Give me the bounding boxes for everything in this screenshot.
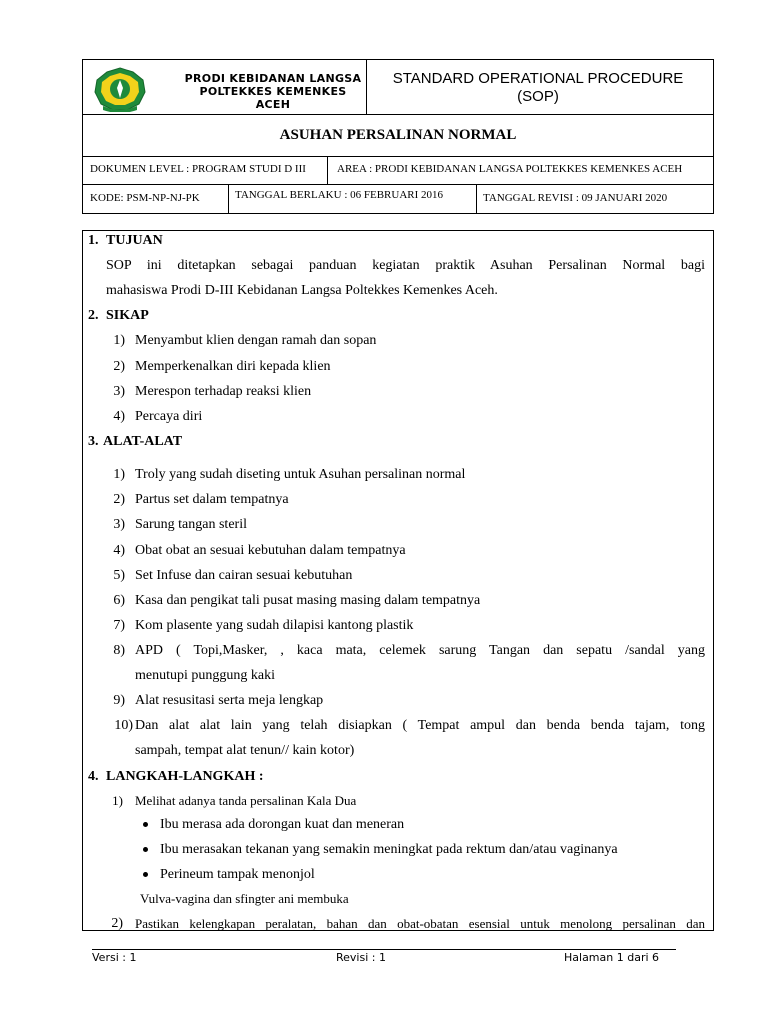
tujuan-text-line-1: SOP ini ditetapkan sebagai panduan kegiatan praktik Asuhan Persalinan Normal bagi: [106, 258, 705, 273]
list-item: Percaya diri: [135, 409, 203, 424]
header-divider: [366, 60, 367, 114]
list-number: 3): [113, 384, 125, 399]
list-number: 1): [112, 793, 123, 808]
dokumen-level: DOKUMEN LEVEL : PROGRAM STUDI D III: [90, 163, 306, 175]
list-number: 2): [111, 916, 123, 931]
section-number: 1.: [88, 233, 99, 248]
bullet-icon: [143, 847, 148, 852]
list-number: 4): [113, 543, 125, 558]
sop-title-line-1: STANDARD OPERATIONAL PROCEDURE: [392, 70, 684, 87]
list-number: 3): [113, 517, 125, 532]
list-item: Troly yang sudah diseting untuk Asuhan persalinan normal: [135, 467, 466, 482]
list-item: Kasa dan pengikat tali pusat masing masing dalam tempatnya: [135, 593, 481, 608]
list-number: 1): [113, 333, 125, 348]
list-number: 7): [113, 618, 125, 633]
area: AREA : PRODI KEBIDANAN LANGSA POLTEKKES KEMENKES ACEH: [337, 163, 683, 175]
cell-divider: [476, 184, 477, 213]
list-item: Memperkenalkan diri kepada klien: [135, 359, 331, 374]
list-item: Sarung tangan steril: [135, 517, 247, 532]
cell-divider: [327, 156, 328, 184]
step-text: Pastikan kelengkapan peralatan, bahan dan obat-obatan esensial untuk menolong persalinan dan: [135, 916, 705, 931]
sop-title-line-2: (SOP): [517, 88, 559, 105]
tanggal-revisi: TANGGAL REVISI : 09 JANUARI 2020: [483, 192, 668, 204]
bullet-icon: [143, 872, 148, 877]
footer-halaman: Halaman 1 dari 6: [564, 951, 660, 964]
step-note: Vulva-vagina dan sfingter ani membuka: [140, 891, 349, 906]
list-item: Partus set dalam tempatnya: [135, 492, 289, 507]
header-row-institution: [83, 60, 713, 115]
list-number: 6): [113, 593, 125, 608]
list-number: 8): [113, 643, 125, 658]
cell-divider: [228, 184, 229, 213]
section-heading-alat: ALAT-ALAT: [103, 434, 183, 449]
list-number: 5): [113, 568, 125, 583]
sop-title: [373, 70, 703, 106]
list-item: Alat resusitasi serta meja lengkap: [135, 693, 324, 708]
header-row-level-area: [83, 156, 713, 185]
tanggal-berlaku: TANGGAL BERLAKU : 06 FEBRUARI 2016: [235, 189, 444, 201]
section-number: 4.: [88, 769, 99, 784]
list-number: 1): [113, 467, 125, 482]
list-number: 2): [113, 492, 125, 507]
section-number: 3.: [88, 434, 99, 449]
bullet-item: Ibu merasa ada dorongan kuat dan meneran: [160, 817, 405, 832]
list-number: 2): [113, 359, 125, 374]
footer-versi: Versi : 1: [92, 951, 137, 964]
sop-content: [82, 230, 714, 931]
section-heading-sikap: SIKAP: [106, 308, 149, 323]
sop-header-table: [82, 59, 714, 214]
section-number: 2.: [88, 308, 99, 323]
list-number: 10): [114, 718, 133, 733]
bullet-item: Perineum tampak menonjol: [160, 867, 315, 882]
list-number: 9): [113, 693, 125, 708]
list-number: 4): [113, 409, 125, 424]
list-item: Obat obat an sesuai kebutuhan dalam tempatnya: [135, 543, 406, 558]
bullet-icon: [143, 822, 148, 827]
list-item: Set Infuse dan cairan sesuai kebutuhan: [135, 568, 353, 583]
section-heading-tujuan: TUJUAN: [106, 233, 163, 248]
section-heading-langkah: LANGKAH-LANGKAH :: [106, 769, 264, 784]
list-item-continuation: sampah, tempat alat tenun// kain kotor): [135, 743, 355, 758]
tujuan-text-line-2: mahasiswa Prodi D-III Kebidanan Langsa Poltekkes Kemenkes Aceh.: [106, 283, 498, 298]
list-item: Dan alat alat lain yang telah disiapkan ( Tempat ampul dan benda benda tajam, tong: [135, 718, 705, 733]
footer-divider: [92, 949, 676, 950]
list-item: Kom plasente yang sudah dilapisi kantong plastik: [135, 618, 414, 633]
document-title: ASUHAN PERSALINAN NORMAL: [83, 114, 713, 157]
list-item-continuation: menutupi punggung kaki: [135, 668, 275, 683]
footer-revisi: Revisi : 1: [336, 951, 386, 964]
step-text: Melihat adanya tanda persalinan Kala Dua: [135, 793, 357, 808]
bullet-item: Ibu merasakan tekanan yang semakin meningkat pada rektum dan/atau vaginanya: [160, 842, 618, 857]
list-item: Merespon terhadap reaksi klien: [135, 384, 312, 399]
institution-line-2: POLTEKKES KEMENKES: [199, 85, 347, 98]
institution-name: [175, 72, 371, 111]
institution-line-1: PRODI KEBIDANAN LANGSA: [184, 72, 362, 85]
list-item: APD ( Topi,Masker, , kaca mata, celemek sarung Tangan dan sepatu /sandal yang: [135, 643, 705, 658]
kode: KODE: PSM-NP-NJ-PK: [90, 192, 200, 204]
institution-logo: [93, 66, 147, 112]
institution-line-3: ACEH: [255, 98, 291, 111]
list-item: Menyambut klien dengan ramah dan sopan: [135, 333, 377, 348]
header-row-dates: [83, 184, 713, 213]
